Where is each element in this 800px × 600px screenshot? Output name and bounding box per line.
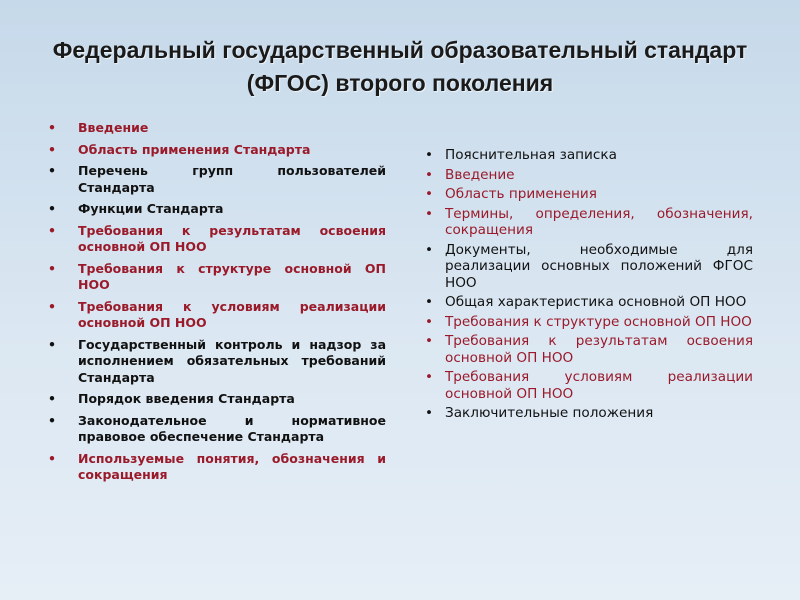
right-bullet-list — [425, 147, 753, 425]
right-list-item — [425, 147, 753, 164]
left-list-item — [48, 223, 386, 256]
bullet-icon: • — [48, 450, 56, 466]
left-list-item — [48, 201, 386, 218]
right-list-item-text: Пояснительная записка — [445, 147, 617, 163]
right-list-item — [425, 369, 753, 402]
left-list-item — [48, 299, 386, 332]
left-list-item — [48, 120, 386, 137]
slide-title: Федеральный государственный образовательный стандарт (ФГОС) второго поколения — [52, 37, 748, 96]
right-list-item — [425, 294, 753, 311]
right-list-item-text: Требования к результатам освоения основной ОП НОО — [445, 333, 753, 366]
left-list-item — [48, 163, 386, 196]
bullet-icon: • — [425, 333, 434, 349]
left-list-item — [48, 413, 386, 446]
right-list-item-text: Документы, необходимые для реализации основных положений ФГОС НОО — [445, 241, 753, 291]
bullet-icon: • — [48, 336, 56, 352]
bullet-icon: • — [48, 163, 56, 178]
bullet-icon: • — [425, 405, 434, 421]
bullet-icon: • — [48, 201, 56, 216]
left-list-item-text: Порядок введения Стандарта — [78, 391, 295, 406]
left-list-item-text: Область применения Стандарта — [78, 141, 311, 157]
bullet-icon: • — [425, 369, 434, 385]
right-list-item-text: Введение — [445, 166, 515, 183]
right-list-item — [425, 405, 753, 422]
right-list-item-text: Требования условиям реализации основной ОП НОО — [445, 369, 753, 402]
right-list-item — [425, 186, 753, 203]
bullet-icon: • — [425, 313, 434, 330]
bullet-icon: • — [48, 120, 56, 135]
left-list-item-text: Требования к структуре основной ОП НОО — [78, 260, 386, 292]
left-list-item-text: Введение — [78, 120, 149, 135]
right-list-item-text: Общая характеристика основной ОП НОО — [445, 294, 747, 310]
left-list-item-text: Законодательное и нормативное правовое обеспечение Стандарта — [78, 412, 386, 444]
right-list-item-text: Требования к структуре основной ОП НОО — [445, 313, 752, 330]
left-list-item-text: Функции Стандарта — [78, 201, 224, 216]
right-list-item — [425, 167, 753, 184]
left-list-item-text: Перечень групп пользователей Стандарта — [78, 163, 386, 195]
bullet-icon: • — [48, 141, 56, 157]
bullet-icon: • — [425, 166, 434, 183]
bullet-icon: • — [425, 205, 434, 222]
bullet-icon: • — [425, 241, 434, 258]
left-list-item — [48, 451, 386, 484]
left-list-item — [48, 391, 386, 408]
left-list-item — [48, 337, 386, 387]
left-list-item-text: Государственный контроль и надзор за исполнением обязательных требований Стандарта — [78, 336, 386, 385]
bullet-icon: • — [48, 298, 56, 314]
right-list-item — [425, 206, 753, 239]
right-list-item — [425, 314, 753, 331]
right-list-item-text: Заключительные положения — [445, 405, 654, 421]
left-list-item-text: Используемые понятия, обозначения и сокращения — [78, 450, 386, 482]
bullet-icon: • — [425, 186, 434, 202]
right-list-item — [425, 242, 753, 292]
bullet-icon: • — [48, 222, 56, 238]
bullet-icon: • — [48, 391, 56, 406]
bullet-icon: • — [48, 412, 56, 428]
left-list-item — [48, 142, 386, 159]
bullet-icon: • — [48, 260, 56, 276]
left-list-item-text: Требования к условиям реализации основной ОП НОО — [78, 298, 386, 330]
bullet-icon: • — [425, 294, 434, 310]
left-list-item — [48, 261, 386, 294]
left-list-item-text: Требования к результатам освоения основной ОП НОО — [78, 222, 386, 254]
right-list-item-text: Термины, определения, обозначения, сокращения — [445, 205, 753, 238]
right-list-item-text: Область применения — [445, 186, 597, 202]
left-bullet-list — [48, 120, 386, 489]
right-list-item — [425, 333, 753, 366]
bullet-icon: • — [425, 147, 434, 163]
